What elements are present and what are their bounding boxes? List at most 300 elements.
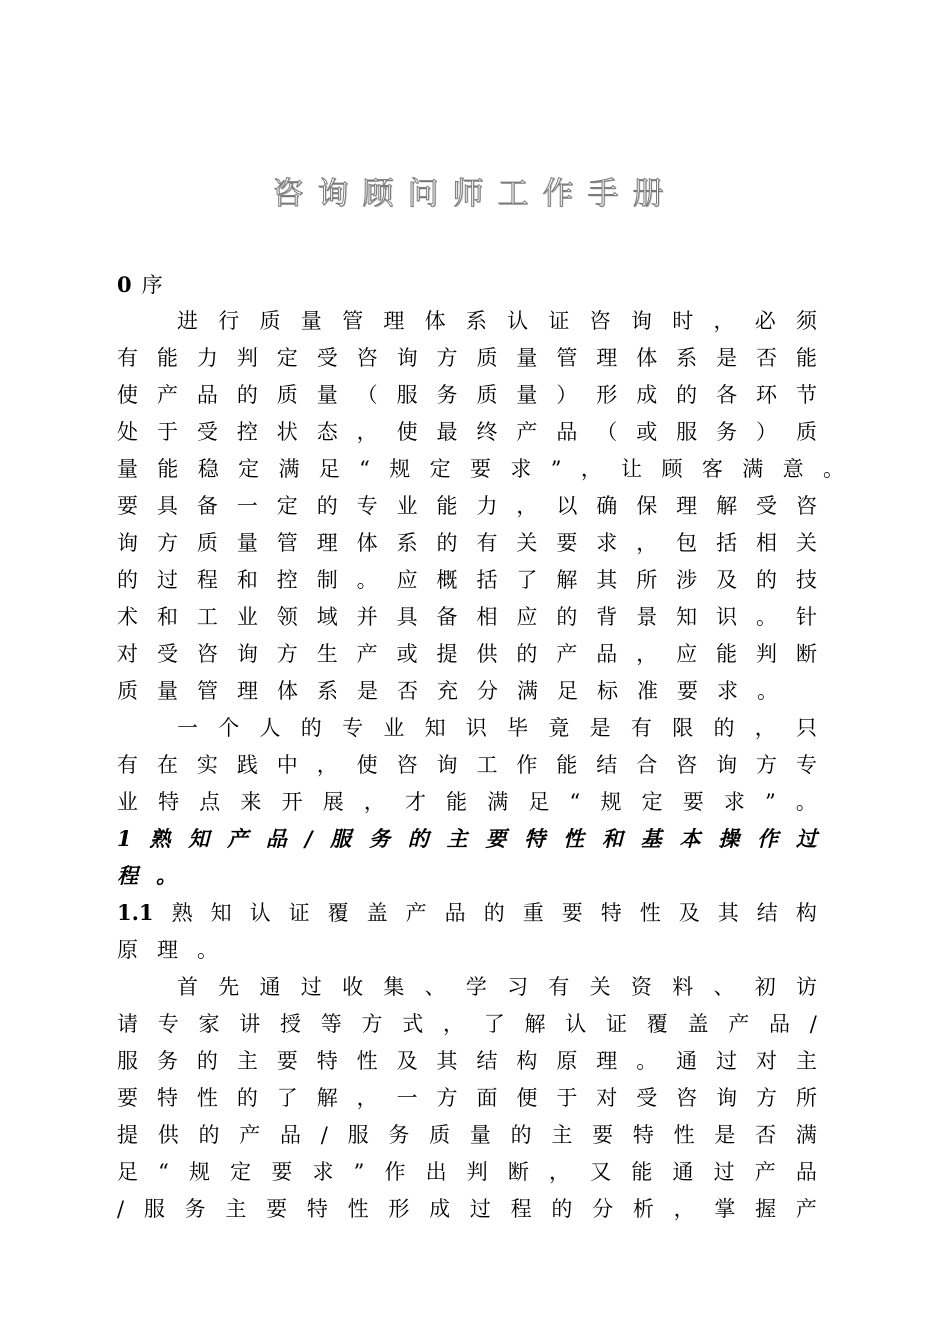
line-char: 形 <box>596 383 618 407</box>
text-line <box>117 639 817 669</box>
line-char: 能 <box>556 753 578 777</box>
line-char: 特 <box>524 826 546 851</box>
line-char: 盖 <box>366 901 388 925</box>
line-char: 握 <box>755 1197 777 1221</box>
line-char: 践 <box>236 753 258 777</box>
line-char: 足 <box>318 457 340 481</box>
line-char: 专 <box>157 1012 179 1036</box>
line-char: 。 <box>822 457 844 481</box>
text-line <box>117 750 817 780</box>
line-char: 断 <box>795 642 817 666</box>
line-char: ， <box>356 1086 378 1110</box>
line-char: 质 <box>429 1123 451 1147</box>
line-char: 产 <box>156 383 178 407</box>
line-char: 人 <box>259 716 281 740</box>
line-char: 要 <box>271 1160 293 1184</box>
line-char: 过 <box>469 1197 491 1221</box>
line-char: 在 <box>156 753 178 777</box>
line-char: 询 <box>117 531 138 555</box>
section-0-label: 序 <box>141 273 163 297</box>
line-char: 涉 <box>676 568 698 592</box>
line-char: 及 <box>396 1049 418 1073</box>
line-char: 特 <box>158 790 180 814</box>
line-char: 的 <box>516 642 538 666</box>
line-char: 否 <box>756 346 777 370</box>
line-char: 体 <box>424 309 446 333</box>
line-char: 行 <box>218 309 240 333</box>
line-char: 资 <box>630 975 652 999</box>
line-char: 覆 <box>646 1012 668 1036</box>
line-char: ” <box>765 790 776 814</box>
line-char: 品 <box>280 1123 301 1147</box>
line-char: 询 <box>436 753 458 777</box>
line-char: 成 <box>429 1197 451 1221</box>
line-char: 对 <box>596 1086 618 1110</box>
line-char: 的 <box>713 716 735 740</box>
text-line <box>117 787 817 817</box>
line-char: 系 <box>465 309 487 333</box>
line-char: 要 <box>117 1086 138 1110</box>
line-char: 确 <box>596 494 618 518</box>
line-char: 作 <box>516 753 538 777</box>
line-char: 过 <box>300 975 322 999</box>
line-char: 量 <box>316 383 338 407</box>
line-char: 质 <box>117 679 138 703</box>
line-char: 要 <box>117 494 138 518</box>
section-1-heading-line <box>117 824 817 854</box>
line-char: 体 <box>636 346 658 370</box>
line-char: 体 <box>277 679 298 703</box>
line-char: 方 <box>756 1086 777 1110</box>
line-char: 受 <box>756 494 777 518</box>
line-char: 询 <box>630 309 652 333</box>
line-char: 。 <box>197 938 218 962</box>
line-char: 足 <box>528 790 550 814</box>
line-char: 的 <box>117 568 138 592</box>
line-char: 性 <box>563 826 585 851</box>
line-char: 服 <box>347 1123 369 1147</box>
line-char: 质 <box>476 383 498 407</box>
line-char: 环 <box>756 383 777 407</box>
line-char: 和 <box>601 826 623 851</box>
line-char: 熟 <box>171 901 193 925</box>
line-char: 认 <box>249 901 271 925</box>
line-char: 业 <box>236 605 258 629</box>
line-char: 意 <box>782 457 804 481</box>
line-char: ） <box>756 420 777 444</box>
line-char: 满 <box>517 679 538 703</box>
line-char: 证 <box>548 309 570 333</box>
line-char: 有 <box>548 975 570 999</box>
line-char: 备 <box>196 494 218 518</box>
line-char: 的 <box>300 716 322 740</box>
line-char: 产 <box>227 826 249 851</box>
line-char: 能 <box>436 494 458 518</box>
line-char: ， <box>580 457 602 481</box>
line-char: 特 <box>156 1086 178 1110</box>
line-char: 务 <box>716 420 738 444</box>
line-char: ” <box>353 1160 365 1184</box>
line-char: 其 <box>717 901 739 925</box>
line-char: 求 <box>312 1160 334 1184</box>
line-char: 个 <box>218 716 240 740</box>
line-char: 技 <box>795 568 817 592</box>
line-char: 量 <box>117 457 138 481</box>
line-char: 准 <box>637 679 658 703</box>
line-char: 作 <box>757 826 779 851</box>
line-char: 充 <box>437 679 458 703</box>
line-char: 1 <box>117 826 132 851</box>
line-char: 终 <box>476 420 498 444</box>
line-char: 产 <box>356 642 378 666</box>
line-char: 产 <box>405 901 427 925</box>
line-char: 须 <box>795 309 817 333</box>
line-char: 本 <box>679 826 701 851</box>
line-char: 。 <box>795 790 817 814</box>
line-char: 限 <box>672 716 694 740</box>
line-char: 规 <box>600 790 622 814</box>
line-char: 服 <box>143 1197 165 1221</box>
line-char: 领 <box>276 605 298 629</box>
line-char: 。 <box>757 679 778 703</box>
line-char: 产 <box>239 1123 261 1147</box>
line-char: 产 <box>795 1197 817 1221</box>
line-char: 开 <box>281 790 303 814</box>
line-char: （ <box>596 420 618 444</box>
line-char: 务 <box>368 826 390 851</box>
line-char: 质 <box>259 309 281 333</box>
line-char: 定 <box>429 457 451 481</box>
line-char: 方 <box>156 531 178 555</box>
line-char: 便 <box>516 1086 538 1110</box>
line-char: 管 <box>556 346 578 370</box>
line-char: 性 <box>196 1086 218 1110</box>
line-char: 理 <box>157 938 178 962</box>
line-char: 包 <box>676 531 698 555</box>
line-char: 家 <box>198 1012 220 1036</box>
line-char: 性 <box>356 1049 378 1073</box>
section-1-1-heading-line <box>117 898 817 928</box>
line-char: 能 <box>157 457 179 481</box>
line-char: 能 <box>631 1160 653 1184</box>
text-line <box>117 528 817 558</box>
line-char: 保 <box>636 494 658 518</box>
line-char: 品 <box>265 826 287 851</box>
section-1-heading-line <box>117 861 817 891</box>
line-char: 实 <box>196 753 218 777</box>
line-char: 面 <box>476 1086 498 1110</box>
line-char: 认 <box>565 1012 587 1036</box>
line-char: 解 <box>716 494 738 518</box>
line-char: 系 <box>676 346 698 370</box>
line-char: 展 <box>322 790 344 814</box>
line-char: 品 <box>769 1012 790 1036</box>
line-char: 了 <box>483 1012 505 1036</box>
line-char: 证 <box>288 901 310 925</box>
text-line <box>117 343 817 373</box>
line-char: 使 <box>117 383 138 407</box>
line-char: 判 <box>236 346 258 370</box>
line-char: 态 <box>316 420 338 444</box>
line-char: 咨 <box>396 753 418 777</box>
line-char: 断 <box>507 1160 529 1184</box>
line-char: 满 <box>742 457 764 481</box>
line-char: 结 <box>596 753 618 777</box>
line-char: 一 <box>236 494 258 518</box>
line-char: 量 <box>516 383 538 407</box>
line-char: 使 <box>396 420 418 444</box>
line-char: 足 <box>557 679 578 703</box>
line-char: 控 <box>236 420 258 444</box>
line-char: 客 <box>701 457 723 481</box>
line-char: 学 <box>465 975 487 999</box>
line-char: 域 <box>316 605 338 629</box>
line-char: 和 <box>156 605 178 629</box>
line-char: 是 <box>589 716 611 740</box>
line-char: / <box>809 1012 817 1036</box>
line-char: 初 <box>754 975 776 999</box>
line-char: 又 <box>590 1160 612 1184</box>
line-char: 通 <box>259 975 281 999</box>
line-char: 询 <box>396 346 418 370</box>
text-line <box>117 1083 817 1113</box>
line-char: 的 <box>316 494 338 518</box>
line-char: 询 <box>236 642 258 666</box>
text-line <box>177 306 817 336</box>
line-char: 产 <box>754 1160 776 1184</box>
line-char: 集 <box>383 975 405 999</box>
line-char: 工 <box>476 753 498 777</box>
line-char: 务 <box>184 1197 206 1221</box>
line-char: 受 <box>156 642 178 666</box>
line-char: 是 <box>357 679 378 703</box>
line-char: 有 <box>117 753 138 777</box>
line-char: 业 <box>383 716 405 740</box>
line-char: 进 <box>177 309 198 333</box>
line-char: 其 <box>436 1049 458 1073</box>
line-char: 景 <box>636 605 658 629</box>
line-char: 备 <box>436 605 458 629</box>
line-char: 能 <box>156 346 178 370</box>
line-char: 其 <box>596 568 618 592</box>
line-char: 理 <box>316 531 338 555</box>
line-char: 的 <box>483 901 505 925</box>
line-char: 对 <box>117 642 138 666</box>
line-char: 毕 <box>507 716 529 740</box>
line-char: 使 <box>356 753 378 777</box>
line-char: 、 <box>713 975 735 999</box>
line-char: 务 <box>436 383 458 407</box>
line-char: 系 <box>396 531 418 555</box>
line-char: 品 <box>196 383 218 407</box>
line-char: 认 <box>507 309 529 333</box>
line-char: 成 <box>636 383 658 407</box>
line-char: 求 <box>717 679 738 703</box>
line-char: 供 <box>157 1123 179 1147</box>
line-char: 时 <box>672 309 694 333</box>
line-char: ， <box>316 753 338 777</box>
line-char: 满 <box>795 1123 817 1147</box>
line-char: “ <box>359 457 370 481</box>
line-char: 判 <box>466 1160 488 1184</box>
line-char: 主 <box>236 1049 258 1073</box>
line-char: 处 <box>117 420 138 444</box>
line-char: 定 <box>641 790 663 814</box>
line-char: 性 <box>639 901 661 925</box>
line-char: 程 <box>117 863 138 888</box>
line-char: 的 <box>196 1049 218 1073</box>
line-char: 有 <box>630 716 652 740</box>
line-char: 力 <box>476 494 498 518</box>
text-line <box>117 491 817 521</box>
line-char: 解 <box>524 1012 546 1036</box>
line-char: 形 <box>388 1197 410 1221</box>
line-char: 定 <box>276 346 298 370</box>
line-char: 理 <box>596 1049 618 1073</box>
line-char: 的 <box>556 605 578 629</box>
line-char: 足 <box>117 1160 138 1184</box>
line-char: 是 <box>716 346 738 370</box>
line-char: 分 <box>477 679 498 703</box>
line-char: 相 <box>756 531 777 555</box>
line-char: 控 <box>276 568 298 592</box>
line-char: ， <box>443 1012 464 1036</box>
line-char: 结 <box>756 901 778 925</box>
line-char: 方 <box>756 753 777 777</box>
line-char: 询 <box>716 1086 738 1110</box>
line-char: 满 <box>487 790 509 814</box>
line-char: 。 <box>756 605 777 629</box>
line-char: 管 <box>197 679 218 703</box>
line-char: 只 <box>795 716 817 740</box>
line-char: 首 <box>177 975 198 999</box>
line-char: 定 <box>230 1160 252 1184</box>
line-char: 产 <box>516 420 538 444</box>
line-char: 求 <box>723 790 745 814</box>
text-line <box>117 417 817 447</box>
line-char: 相 <box>476 605 498 629</box>
line-char: 质 <box>196 531 218 555</box>
line-char: 中 <box>276 753 298 777</box>
line-char: 括 <box>716 531 738 555</box>
line-char: 原 <box>556 1049 578 1073</box>
line-char: ， <box>754 716 776 740</box>
line-char: 能 <box>795 346 817 370</box>
line-char: 构 <box>516 1049 538 1073</box>
line-char: “ <box>569 790 581 814</box>
line-char: 结 <box>476 1049 498 1073</box>
line-char: 覆 <box>327 901 349 925</box>
line-char: 证 <box>606 1012 627 1036</box>
line-char: 业 <box>117 790 138 814</box>
line-char: 的 <box>407 826 429 851</box>
text-line <box>117 1120 817 1150</box>
line-char: 定 <box>238 457 260 481</box>
line-char: 规 <box>189 1160 211 1184</box>
text-line <box>177 713 817 743</box>
line-char: 的 <box>236 1086 258 1110</box>
line-char: 质 <box>276 383 298 407</box>
line-char: 解 <box>556 568 578 592</box>
line-char: 术 <box>117 605 138 629</box>
line-char: 盖 <box>687 1012 709 1036</box>
line-char: 识 <box>716 605 738 629</box>
line-char: 先 <box>218 975 240 999</box>
line-char: / <box>117 1197 125 1221</box>
line-char: 的 <box>236 383 258 407</box>
line-char: 必 <box>754 309 776 333</box>
line-char: 求 <box>510 457 532 481</box>
line-char: 知 <box>676 605 698 629</box>
line-char: 否 <box>397 679 418 703</box>
text-line <box>117 565 817 595</box>
line-char: 于 <box>556 1086 578 1110</box>
line-char: 的 <box>756 568 777 592</box>
line-char: 析 <box>632 1197 654 1221</box>
line-char: 。 <box>356 568 378 592</box>
line-char: 要 <box>556 531 578 555</box>
line-char: 产 <box>728 1012 750 1036</box>
line-char: 的 <box>436 531 458 555</box>
line-char: 要 <box>682 790 704 814</box>
line-char: 管 <box>276 531 298 555</box>
line-char: 能 <box>716 642 738 666</box>
line-char: 通 <box>672 1160 694 1184</box>
line-char: 一 <box>396 1086 418 1110</box>
line-char: 分 <box>592 1197 614 1221</box>
line-char: 原 <box>117 938 138 962</box>
line-char: 来 <box>240 790 262 814</box>
line-char: 管 <box>342 309 364 333</box>
line-char: 特 <box>306 1197 328 1221</box>
line-char: / <box>320 1123 328 1147</box>
line-char: 系 <box>317 679 338 703</box>
line-char: 构 <box>795 901 817 925</box>
text-line <box>117 602 817 632</box>
line-char: 服 <box>117 1049 138 1073</box>
line-char: 料 <box>672 975 694 999</box>
line-char: 量 <box>516 346 538 370</box>
line-char: 判 <box>756 642 777 666</box>
line-char: 品 <box>596 642 618 666</box>
line-char: 方 <box>361 1012 383 1036</box>
section-0-heading <box>117 270 163 300</box>
line-char: 能 <box>446 790 468 814</box>
line-char: 规 <box>389 457 411 481</box>
line-char: 业 <box>396 494 418 518</box>
line-char: 以 <box>556 494 578 518</box>
line-char: 否 <box>755 1123 777 1147</box>
line-char: 才 <box>404 790 426 814</box>
line-char: 理 <box>596 346 618 370</box>
line-char: 过 <box>795 826 817 851</box>
line-char: 状 <box>276 420 298 444</box>
line-char: （ <box>356 383 378 407</box>
line-char: 让 <box>621 457 643 481</box>
line-char: 受 <box>196 420 218 444</box>
line-char: ， <box>673 1197 695 1221</box>
line-char: ， <box>636 642 658 666</box>
line-char: 力 <box>196 346 218 370</box>
line-char: 受 <box>316 346 338 370</box>
line-char: 特 <box>600 901 622 925</box>
line-char: 过 <box>716 1049 738 1073</box>
text-line <box>117 1009 817 1039</box>
text-line <box>117 676 817 706</box>
line-char: 出 <box>425 1160 447 1184</box>
line-char: 受 <box>636 1086 658 1110</box>
line-char: 所 <box>795 1086 817 1110</box>
